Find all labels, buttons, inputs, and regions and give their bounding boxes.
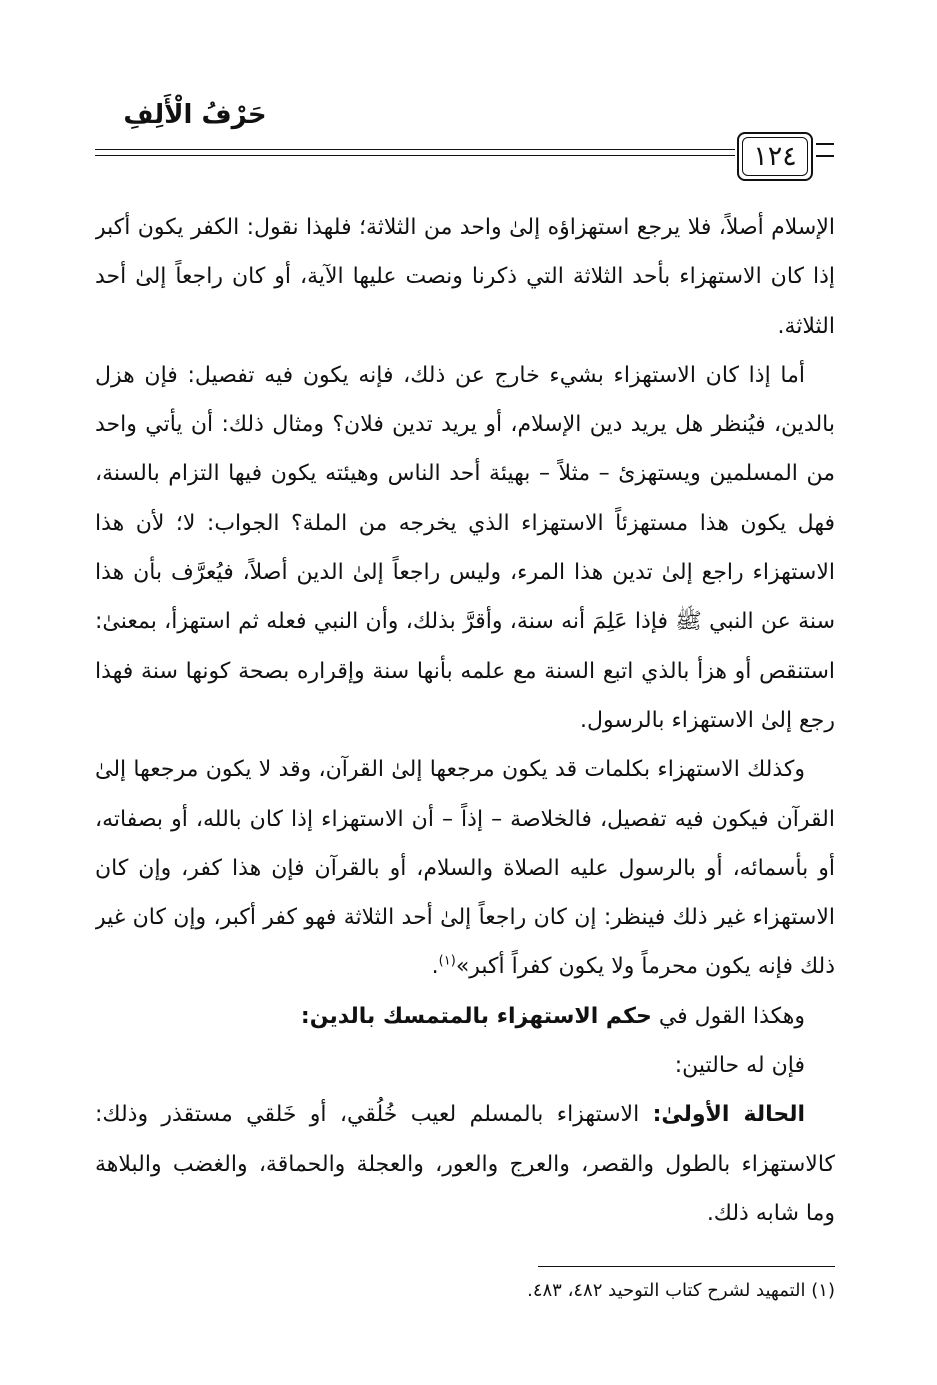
footnote-marker: (١)	[438, 954, 456, 970]
header-ornament	[816, 143, 834, 157]
paragraph-3	[95, 745, 835, 991]
paragraph-4-lead: وهكذا القول في	[651, 1003, 805, 1029]
paragraph-6-heading: الحالة الأولىٰ:	[652, 1102, 806, 1128]
paragraph-4-heading: حكم الاستهزاء بالمتمسك بالدين:	[300, 1003, 652, 1029]
header-rule-top	[95, 149, 735, 150]
running-title: حَرْفُ الْأَلِفِ	[123, 100, 267, 130]
body-text	[95, 203, 835, 1253]
footnote-separator	[538, 1266, 835, 1267]
header-rule-bottom	[95, 155, 735, 156]
paragraph-1: الإسلام أصلاً، فلا يرجع استهزاؤه إلىٰ واحد من الثلاثة؛ فلهذا نقول: الكفر يكون أكبر إذا كان الاستهزاء بأحد الثلاثة التي ذكرنا ونصت عليها الآية، أو كان راجعاً إلىٰ أحد الثلاثة.	[95, 215, 835, 339]
footnote-1: (١) التمهيد لشرح كتاب التوحيد ٤٨٢، ٤٨٣.	[527, 1280, 835, 1301]
paragraph-6-text: الاستهزاء بالمسلم لعيب خُلُقي، أو خَلقي مستقذر وذلك: كالاستهزاء بالطول والقصر، والعرج والعور، والعجلة والحماقة، والغضب والبلاهة وما شابه ذلك.	[95, 1102, 835, 1226]
paragraph-6	[95, 1090, 835, 1238]
page-number	[737, 132, 813, 181]
page-number-text: ١٢٤	[753, 141, 797, 172]
paragraph-3-text: وكذلك الاستهزاء بكلمات قد يكون مرجعها إلىٰ القرآن، وقد لا يكون مرجعها إلىٰ القرآن فيكون فيه تفصيل، فالخلاصة – إذاً – أن الاستهزاء إذا كان بالله، أو بصفاته، أو بأسمائه، أو بالرسول عليه الصلاة والسلام، أو بالقرآن فإن هذا كفر، وإن كان الاستهزاء غير ذلك فينظر: إن كان راجعاً إلىٰ أحد الثلاثة فهو كفر أكبر، وإن كان غير ذلك فإنه يكون محرماً ولا يكون كفراً أكبر»	[95, 757, 835, 980]
paragraph-3-end: .	[431, 954, 439, 980]
paragraph-5: فإن له حالتين:	[674, 1053, 805, 1079]
paragraph-4	[95, 992, 835, 1041]
page-header	[0, 0, 937, 190]
paragraph-2: أما إذا كان الاستهزاء بشيء خارج عن ذلك، فإنه يكون فيه تفصيل: فإن هزل بالدين، فيُنظر هل يريد دين الإسلام، أو يريد تدين فلان؟ ومثال ذلك: أن يأتي واحد من المسلمين ويستهزئ – مثلاً – بهيئة أحد الناس وهيئته يكون فيها التزام بالسنة، فهل يكون هذا مستهزئاً الاستهزاء الذي يخرجه من الملة؟ الجواب: لا؛ لأن هذا الاستهزاء راجع إلىٰ تدين هذا المرء، وليس راجعاً إلىٰ الدين أصلاً، فيُعرَّف بأن هذا سنة عن النبي ﷺ فإذا عَلِمَ أنه سنة، وأقرَّ بذلك، وأن النبي فعله ثم استهزأ، بمعنىٰ: استنقص أو هزأ بالذي اتبع السنة مع علمه بأنها سنة وإقراره بصحة كونها سنة فهذا رجع إلىٰ الاستهزاء بالرسول.	[95, 362, 835, 733]
